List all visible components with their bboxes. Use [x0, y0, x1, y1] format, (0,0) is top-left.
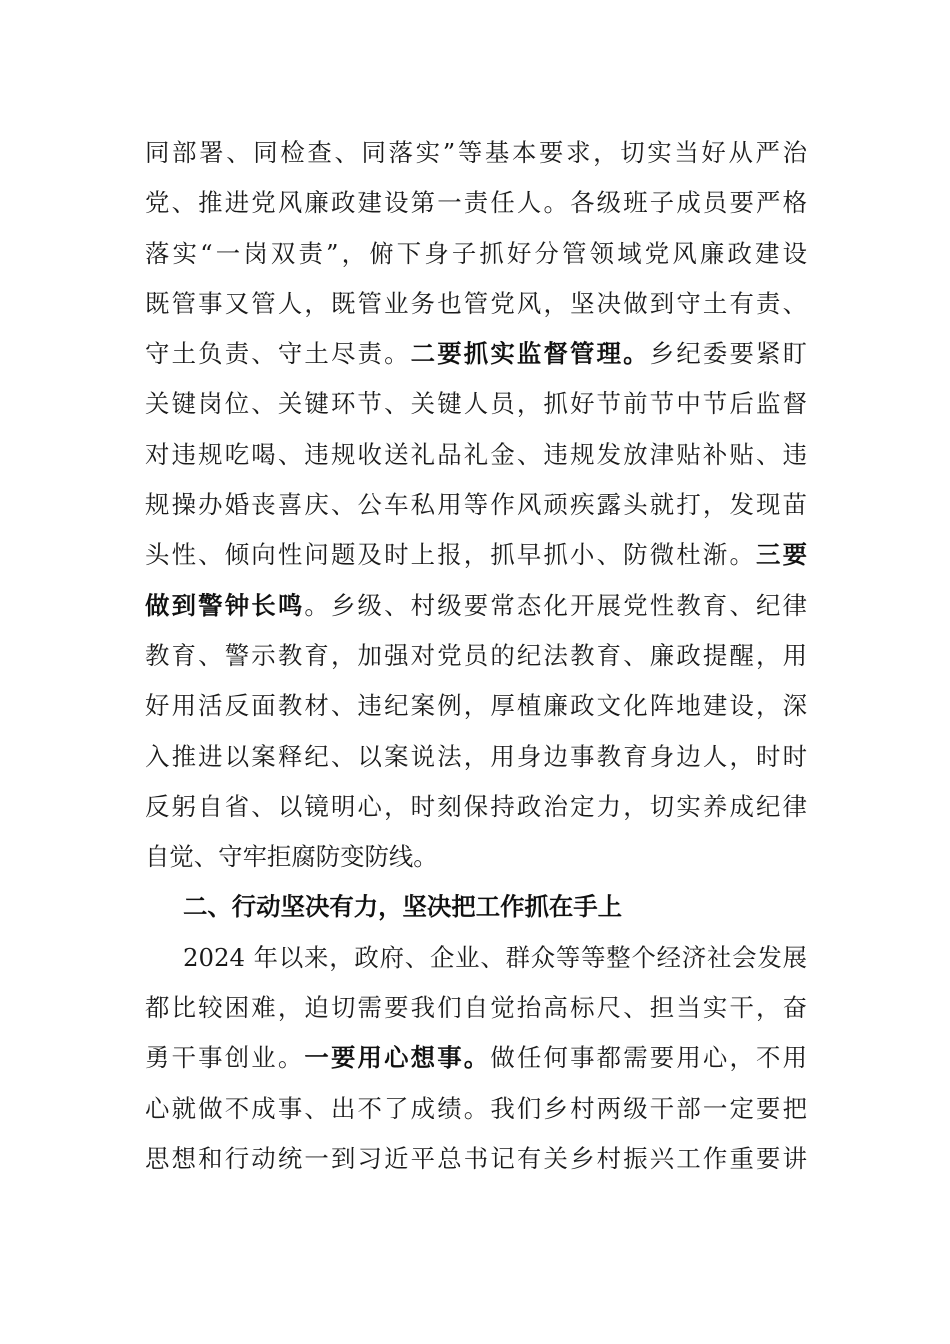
text-line — [145, 631, 807, 681]
bold-text-segment: 三要 — [756, 540, 807, 570]
text-line — [145, 178, 807, 228]
text-line — [145, 1084, 807, 1134]
text-segment: 既管事又管人，既管业务也管党风，坚决做到守土有责、 — [145, 288, 807, 318]
text-line — [145, 379, 807, 429]
text-segment: 对违规吃喝、违规收送礼品礼金、违规发放津贴补贴、违 — [145, 439, 807, 469]
text-line — [145, 530, 807, 580]
text-segment: 守土负责、守土尽责。 — [145, 339, 411, 369]
text-line — [145, 430, 807, 480]
text-segment: 关键岗位、关键环节、关键人员，抓好节前节中节后监督 — [145, 389, 807, 419]
text-line — [145, 832, 807, 882]
bold-text-segment: 一要用心想事。 — [304, 1043, 491, 1073]
text-segment: 好用活反面教材、违纪案例，厚植廉政文化阵地建设，深 — [145, 691, 807, 721]
text-line — [145, 732, 807, 782]
text-segment: 做任何事都需要用心，不用 — [490, 1043, 807, 1073]
text-line — [145, 933, 807, 983]
text-segment: 勇干事创业。 — [145, 1043, 305, 1073]
text-line — [145, 782, 807, 832]
bold-text-segment: 二、行动坚决有力，坚决把工作抓在手上 — [183, 892, 623, 922]
text-line — [145, 279, 807, 329]
text-segment: 都比较困难，迫切需要我们自觉抬高标尺、担当实干，奋 — [145, 993, 807, 1023]
text-segment: 头性、倾向性问题及时上报，抓早抓小、防微杜渐。 — [145, 540, 757, 570]
text-segment: 乡纪委要紧盯 — [649, 339, 807, 369]
text-segment: 反躬自省、以镜明心，时刻保持政治定力，切实养成纪律 — [145, 791, 807, 821]
text-line — [145, 681, 807, 731]
bold-text-segment: 二要抓实监督管理。 — [410, 339, 650, 369]
text-line — [145, 229, 807, 279]
text-line — [145, 128, 807, 178]
text-segment: 党、推进党风廉政建设第一责任人。各级班子成员要严格 — [145, 188, 807, 218]
text-line — [145, 581, 807, 631]
text-segment: 规操办婚丧喜庆、公车私用等作风顽疾露头就打，发现苗 — [145, 490, 807, 520]
text-line — [145, 329, 807, 379]
text-line — [145, 1033, 807, 1083]
bold-text-segment: 做到警钟长鸣 — [145, 590, 305, 620]
text-segment: 心就做不成事、出不了成绩。我们乡村两级干部一定要把 — [145, 1093, 807, 1123]
text-line — [145, 1134, 807, 1184]
text-segment: 思想和行动统一到习近平总书记有关乡村振兴工作重要讲 — [145, 1143, 807, 1173]
text-segment: 。乡级、村级要常态化开展党性教育、纪律 — [304, 590, 807, 620]
text-segment: 同部署、同检查、同落实”等基本要求，切实当好从严治 — [145, 138, 807, 167]
text-segment: 落实“一岗双责”，俯下身子抓好分管领域党风廉政建设 — [145, 238, 807, 268]
document-body — [145, 128, 807, 1184]
text-line — [145, 480, 807, 530]
text-segment: 2024 年以来，政府、企业、群众等等整个经济社会发展 — [183, 942, 807, 972]
text-segment: 教育、警示教育，加强对党员的纪法教育、廉政提醒，用 — [145, 640, 807, 670]
text-segment: 自觉、守牢拒腐防变防线。 — [145, 842, 438, 872]
text-segment: 入推进以案释纪、以案说法，用身边事教育身边人，时时 — [145, 741, 807, 771]
text-line — [145, 983, 807, 1033]
section-heading — [145, 882, 807, 932]
